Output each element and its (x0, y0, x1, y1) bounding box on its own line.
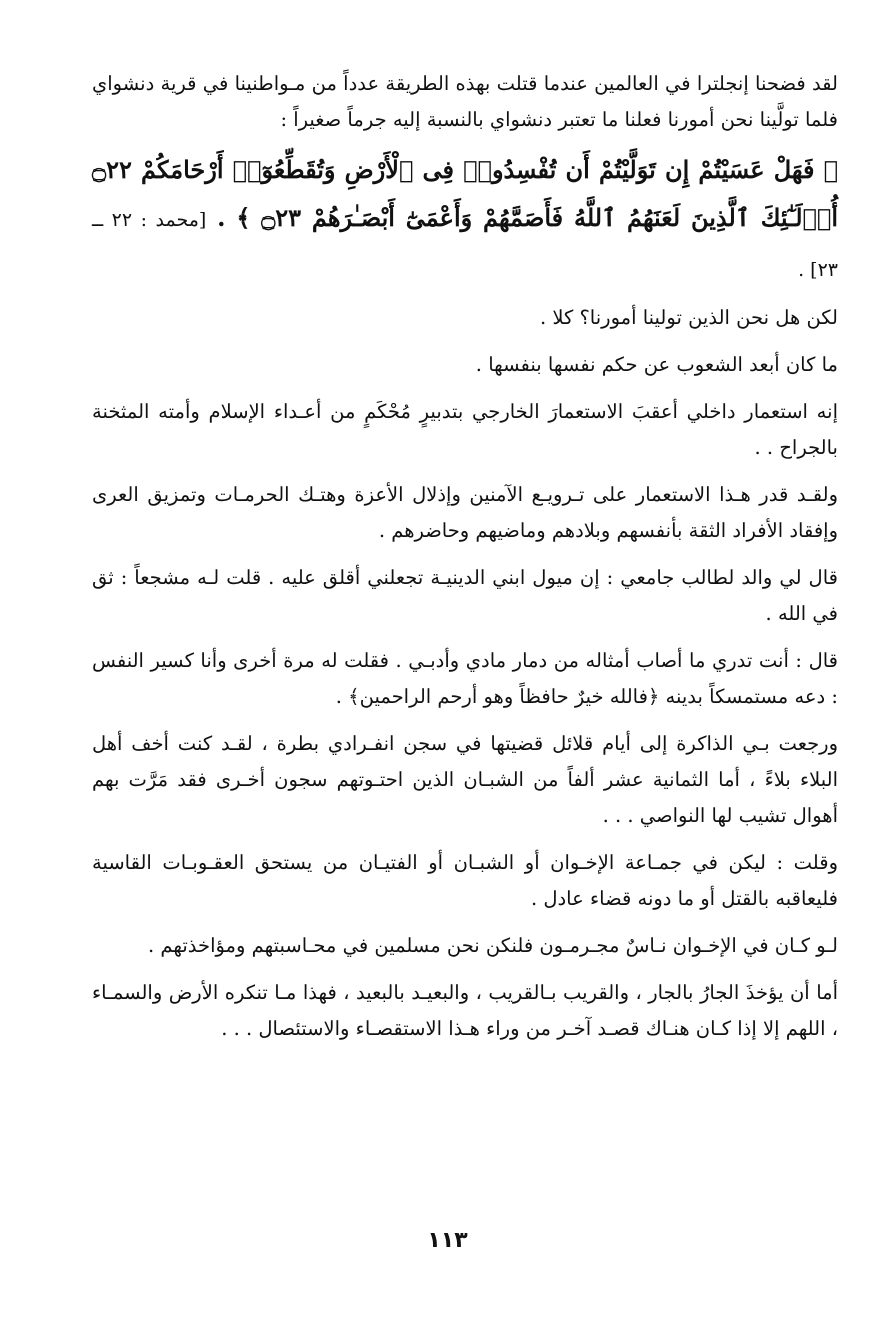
paragraph: لكن هل نحن الذين تولينا أمورنا؟ كلا . (539, 306, 838, 329)
verse-reference: [محمد : ٢٢ ــ ٢٣] . (92, 209, 838, 281)
paragraph: إنه استعمار داخلي أعقبَ الاستعمارَ الخارجي بتدبيرٍ مُحْكَمٍ من أعـداء الإسلام وأمته المثخنة بالجراح . . (92, 400, 838, 459)
paragraph: ولقـد قدر هـذا الاستعمار على تـرويـع الآمنين وإذلال الأعزة وهتـك الحرمـات وتمزيق العرى وإفقاد الأفراد الثقة بأنفسهم وبلادهم وماضيهم وحاضرهم . (92, 483, 838, 542)
paragraph: ما كان أبعد الشعوب عن حكم نفسها بنفسها . (475, 353, 838, 376)
paragraph: وقلت : ليكن في جمـاعة الإخـوان أو الشبـان أو الفتيـان من يستحق العقـوبـات القاسية فليعاقبه بالقتل أو ما دونه قضاء عادل . (92, 851, 838, 910)
paragraph: قال : أنت تدري ما أصاب أمثاله من دمار مادي وأدبـي . فقلت له مرة أخرى وأنا كسير النفس : دعه مستمسكاً بدينه ﴿فالله خيرٌ حافظاً وهو أرحم الراحمين﴾ . (92, 649, 838, 708)
paragraph: ورجعت بـي الذاكرة إلى أيام قلائل قضيتها في سجن انفـرادي بطرة ، لقـد كنت أخف أهل البلاء بلاءً ، أما الثمانية عشر ألفاً من الشبـان الذين احتـوتهم سجون أخـرى فقد مَرَّت بهم أهوال تشيب لها النواصي . . . (92, 732, 838, 827)
quran-verse (92, 146, 838, 294)
page-body (92, 66, 838, 1058)
paragraph-intro: لقد فضحنا إنجلترا في العالمين عندما قتلت بهذه الطريقة عدداً من مـواطنينا في قرية دنشواي فلما تولَّينا نحن أمورنا فعلنا ما تعتبر دنشواي بالنسبة إليه جرماً صغيراً : (92, 72, 838, 131)
page-number: ١١٣ (427, 1228, 468, 1253)
verse-text: ﴿ فَهَلْ عَسَيْتُمْ إِن تَوَلَّيْتُمْ أَن تُفْسِدُوا۟ فِى ٱلْأَرْضِ وَتُقَطِّعُوٓا۟ أَرْحَامَكُمْ ۝٢٢ أُو۟لَـٰٓئِكَ ٱلَّذِينَ لَعَنَهُمُ ٱللَّهُ فَأَصَمَّهُمْ وَأَعْمَىٰٓ أَبْصَـٰرَهُمْ ۝٢٣ ﴾ . (92, 155, 838, 232)
paragraph: قال لي والد لطالب جامعي : إن ميول ابني الدينيـة تجعلني أقلق عليه . قلت لـه مشجعاً : ثق في الله . (92, 566, 838, 625)
paragraph: لـو كـان في الإخـوان نـاسٌ مجـرمـون فلنكن نحن مسلمين في محـاسبتهم ومؤاخذتهم . (147, 934, 838, 957)
paragraph: أما أن يؤخذَ الجارُ بالجار ، والقريب بـالقريب ، والبعيـد بالبعيد ، فهذا مـا تنكره الأرض والسمـاء ، اللهم إلا إذا كـان هنـاك قصـد آخـر من وراء هـذا الاستقصـاء والاستئصال . . . (92, 981, 838, 1040)
